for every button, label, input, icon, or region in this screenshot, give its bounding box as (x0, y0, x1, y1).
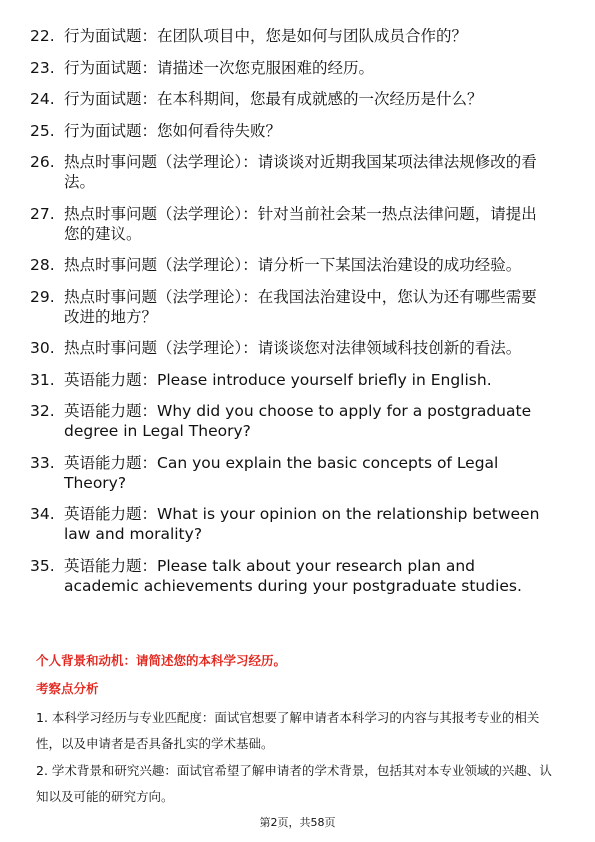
question-text: 英语能力题：Can you explain the basic concepts of Legal Theory? (64, 453, 499, 492)
question-text: 行为面试题：您如何看待失败？ (64, 121, 282, 140)
question-item (30, 453, 550, 493)
question-item (30, 152, 550, 192)
question-item (30, 26, 550, 46)
question-text: 英语能力题：Please talk about your research plan and academic achievements during your postgraduate studies. (64, 556, 522, 595)
analysis-paragraph: 1. 本科学习经历与专业匹配度：面试官想要了解申请者本科学习的内容与其报考专业的相关性，以及申请者是否具备扎实的学术基础。 (36, 710, 540, 751)
answer-section (36, 652, 556, 811)
question-text: 热点时事问题（法学理论）：在我国法治建设中，您认为还有哪些需要改进的地方？ (64, 287, 537, 326)
question-text: 英语能力题：What is your opinion on the relationship between law and morality? (64, 505, 540, 543)
question-number: 25. (30, 121, 55, 140)
question-item (30, 255, 550, 275)
section-title: 个人背景和动机：请简述您的本科学习经历。 (36, 653, 287, 668)
question-text: 行为面试题：请描述一次您克服困难的经历。 (64, 58, 375, 77)
question-number: 32. (30, 402, 55, 420)
page-footer: 第2页，共58页 (259, 816, 336, 829)
analysis-paragraph: 2. 学术背景和研究兴趣：面试官希望了解申请者的学术背景，包括其对本专业领域的兴趣、认知以及可能的研究方向。 (36, 763, 552, 804)
question-text: 热点时事问题（法学理论）：请谈谈对近期我国某项法律法规修改的看法。 (64, 153, 537, 191)
question-number: 28. (30, 256, 55, 274)
question-text: 热点时事问题（法学理论）：请谈谈您对法律领域科技创新的看法。 (64, 339, 522, 357)
question-text: 热点时事问题（法学理论）：针对当前社会某一热点法律问题，请提出您的建议。 (64, 204, 537, 243)
question-item (30, 204, 550, 244)
question-item (30, 89, 550, 109)
question-text: 行为面试题：在本科期间，您最有成就感的一次经历是什么？ (64, 90, 483, 108)
question-number: 31. (30, 370, 55, 389)
question-item (30, 338, 550, 358)
question-number: 30. (30, 339, 55, 357)
question-item (30, 121, 550, 141)
question-item (30, 58, 550, 78)
question-text: 热点时事问题（法学理论）：请分析一下某国法治建设的成功经验。 (64, 256, 522, 274)
section-subtitle: 考察点分析 (36, 681, 99, 696)
question-number: 29. (30, 287, 55, 306)
question-number: 27. (30, 204, 55, 223)
question-number: 26. (30, 153, 55, 171)
question-number: 33. (30, 453, 55, 472)
question-list (30, 26, 550, 607)
question-text: 行为面试题：在团队项目中，您是如何与团队成员合作的？ (64, 27, 468, 45)
question-item (30, 401, 550, 441)
question-text: 英语能力题：Please introduce yourself briefly in English. (64, 370, 492, 389)
question-item (30, 504, 550, 544)
question-item (30, 287, 550, 327)
question-text: 英语能力题：Why did you choose to apply for a postgraduate degree in Legal Theory? (64, 402, 532, 440)
question-number: 35. (30, 556, 55, 575)
question-number: 22. (30, 27, 55, 45)
question-item (30, 556, 550, 596)
question-number: 34. (30, 505, 55, 523)
question-number: 23. (30, 58, 55, 77)
question-number: 24. (30, 90, 55, 108)
question-item (30, 370, 550, 390)
